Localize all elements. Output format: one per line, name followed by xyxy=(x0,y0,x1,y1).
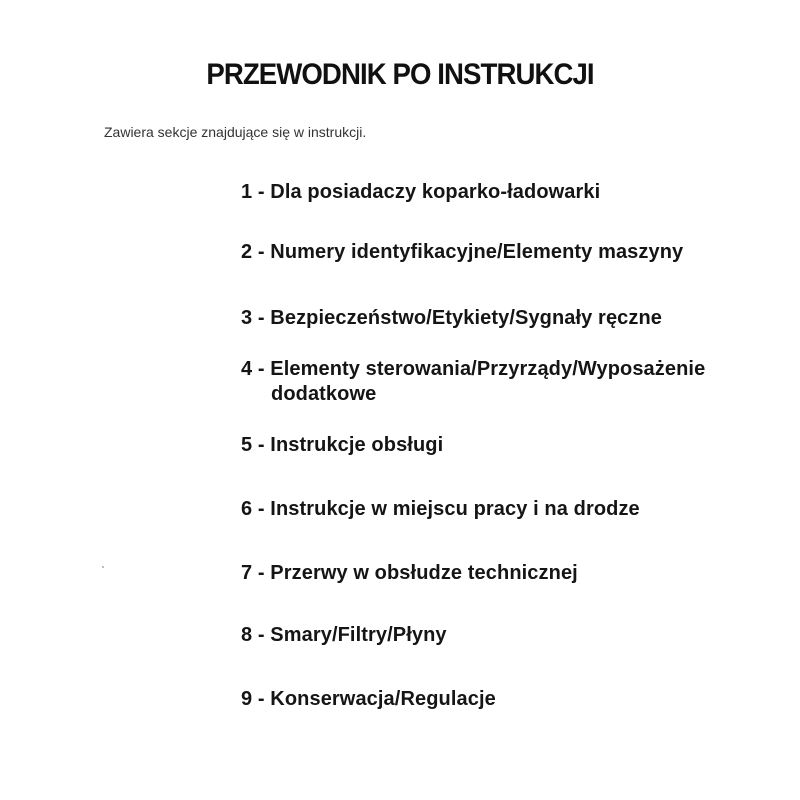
toc-item-4 xyxy=(241,357,761,407)
toc-item-label-continuation: dodatkowe xyxy=(271,383,377,405)
scan-speck xyxy=(102,566,104,568)
page-subtitle: Zawiera sekcje znajdujące się w instrukcji. xyxy=(104,124,367,140)
toc-item-1 xyxy=(241,180,761,205)
toc-item-label: 8 - Smary/Filtry/Płyny xyxy=(241,624,447,646)
toc-item-label: 5 - Instrukcje obsługi xyxy=(241,434,444,456)
page-title: PRZEWODNIK PO INSTRUKCJI xyxy=(206,58,594,91)
toc-item-3 xyxy=(241,306,761,331)
toc-item-label: 4 - Elementy sterowania/Przyrządy/Wyposażenie xyxy=(241,358,706,380)
toc-item-label: 7 - Przerwy w obsłudze technicznej xyxy=(241,562,578,584)
toc-item-label: 6 - Instrukcje w miejscu pracy i na drodze xyxy=(241,498,640,520)
toc-item-label: 1 - Dla posiadaczy koparko-ładowarki xyxy=(241,181,601,203)
toc-item-label: 2 - Numery identyfikacyjne/Elementy maszyny xyxy=(241,241,684,263)
toc-item-7 xyxy=(241,561,761,586)
toc-item-label: 3 - Bezpieczeństwo/Etykiety/Sygnały ręczne xyxy=(241,307,663,329)
toc-item-5 xyxy=(241,433,761,458)
toc-item-9 xyxy=(241,687,761,712)
toc-item-2 xyxy=(241,240,761,265)
toc-item-6 xyxy=(241,497,761,522)
toc-item-8 xyxy=(241,623,761,648)
toc-item-label: 9 - Konserwacja/Regulacje xyxy=(241,688,496,710)
